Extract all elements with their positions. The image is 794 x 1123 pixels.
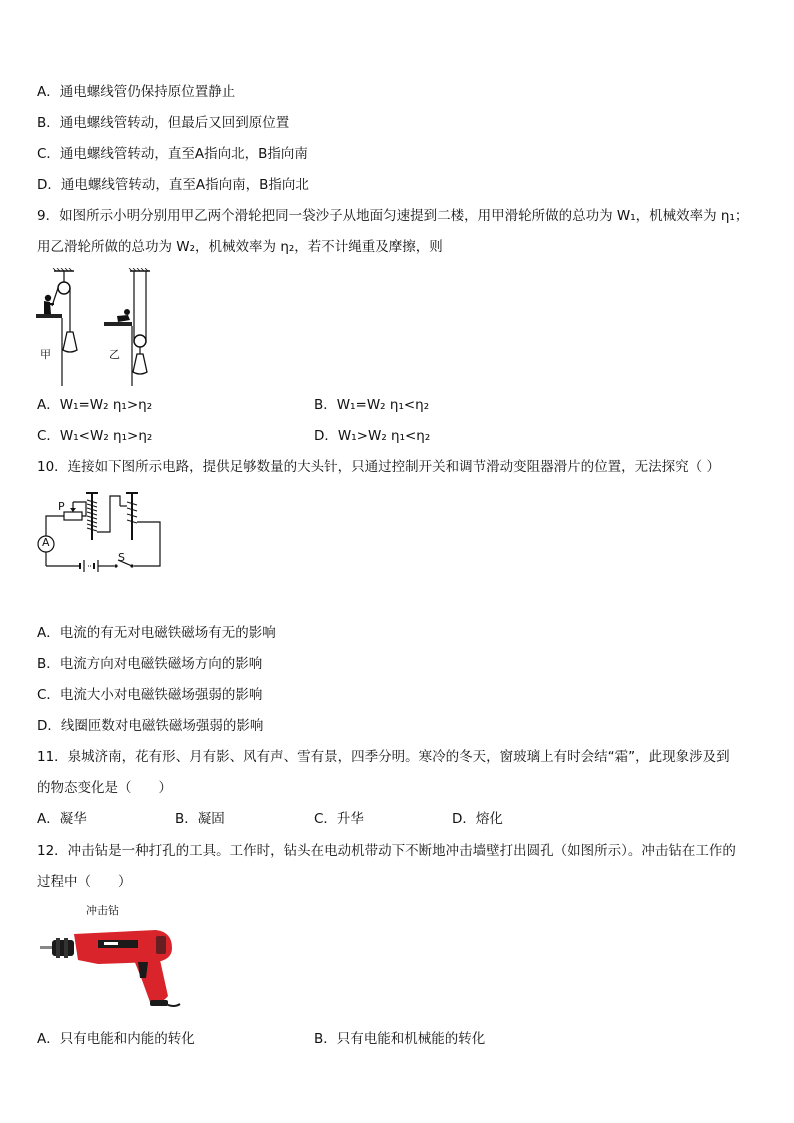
pulley-label-jia: 甲 xyxy=(40,348,51,361)
pulley-label-yi: 乙 xyxy=(109,348,120,361)
q10-option-a: A．电流的有无对电磁铁磁场有无的影响 xyxy=(37,625,276,641)
q12-option-a: A．只有电能和内能的转化 xyxy=(37,1031,195,1047)
q9-option-a: A．W₁=W₂ η₁>η₂ xyxy=(37,397,153,413)
q8-option-a: A．通电螺线管仍保持原位置静止 xyxy=(37,84,236,100)
circuit-label-a: A xyxy=(42,536,50,549)
q11-stem-line1: 11．泉城济南，花有形、月有影、风有声、雪有景，四季分明。寒冷的冬天，窗玻璃上有时会结“霜”，此现象涉及到 xyxy=(37,749,730,765)
q11-stem-line2: 的物态变化是（ ） xyxy=(37,780,172,796)
q12-stem-line2: 过程中（ ） xyxy=(37,874,132,890)
q9-option-d: D．W₁>W₂ η₁<η₂ xyxy=(314,428,431,444)
circuit-figure xyxy=(36,488,166,580)
q10-stem: 10．连接如下图所示电路，提供足够数量的大头针，只通过控制开关和调节滑动变阻器滑片的位置，无法探究（ ） xyxy=(37,459,720,475)
circuit-label-s: S xyxy=(118,551,125,564)
q10-option-b: B．电流方向对电磁铁磁场方向的影响 xyxy=(37,656,263,672)
q12-option-b: B．只有电能和机械能的转化 xyxy=(314,1031,486,1047)
q8-option-d: D．通电螺线管转动，直至A指向南，B指向北 xyxy=(37,177,309,193)
pulley-figure xyxy=(34,268,164,386)
q10-option-d: D．线圈匝数对电磁铁磁场强弱的影响 xyxy=(37,718,264,734)
impact-drill-image xyxy=(38,920,198,1012)
drill-caption: 冲击钻 xyxy=(86,904,119,917)
q11-option-c: C．升华 xyxy=(314,811,364,827)
q11-option-b: B．凝固 xyxy=(175,811,225,827)
q12-stem-line1: 12．冲击钻是一种打孔的工具。工作时，钻头在电动机带动下不断地冲击墙壁打出圆孔（如图所示）。冲击钻在工作的 xyxy=(37,843,736,859)
q11-option-d: D．熔化 xyxy=(452,811,503,827)
q9-stem-line2: 用乙滑轮所做的总功为 W₂，机械效率为 η₂，若不计绳重及摩擦，则 xyxy=(37,239,443,255)
q8-option-c: C．通电螺线管转动，直至A指向北，B指向南 xyxy=(37,146,308,162)
q10-option-c: C．电流大小对电磁铁磁场强弱的影响 xyxy=(37,687,263,703)
q9-option-c: C．W₁<W₂ η₁>η₂ xyxy=(37,428,153,444)
circuit-label-p: P xyxy=(58,500,65,513)
q9-option-b: B．W₁=W₂ η₁<η₂ xyxy=(314,397,430,413)
q11-option-a: A．凝华 xyxy=(37,811,87,827)
q9-stem-line1: 9．如图所示小明分别用甲乙两个滑轮把同一袋沙子从地面匀速提到二楼，用甲滑轮所做的总功为 W₁，机械效率为 η₁； xyxy=(37,208,749,224)
q8-option-b: B．通电螺线管转动，但最后又回到原位置 xyxy=(37,115,290,131)
